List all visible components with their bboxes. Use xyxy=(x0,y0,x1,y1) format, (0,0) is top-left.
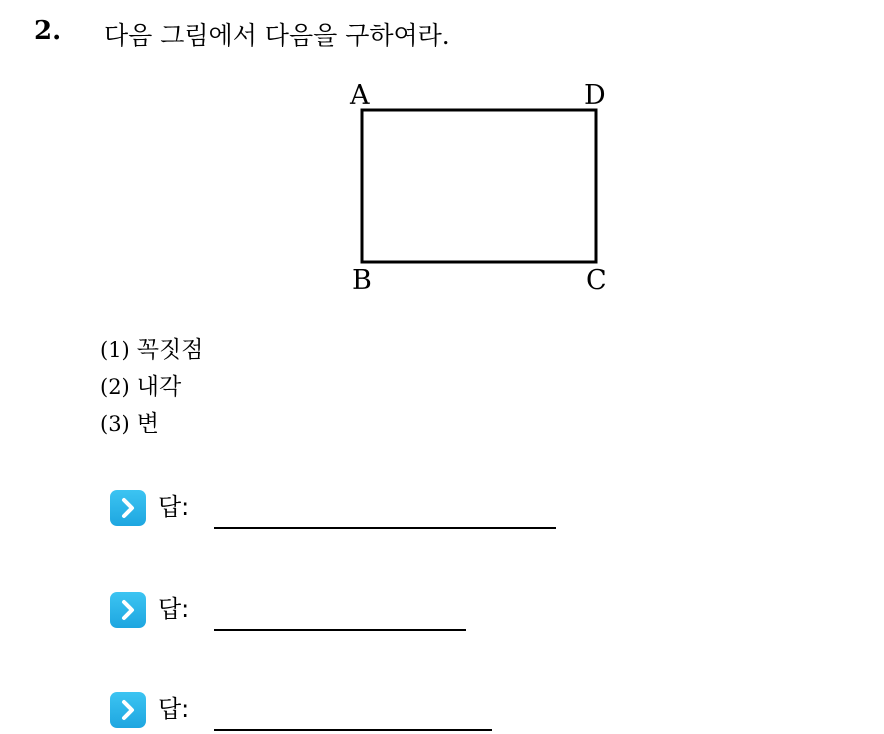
sub-question-number: (3) xyxy=(100,412,130,436)
vertex-label-a: A xyxy=(350,80,370,111)
question-number: 2. xyxy=(34,16,62,46)
vertex-label-c: C xyxy=(586,265,607,296)
sub-question-label: 꼭짓점 xyxy=(136,337,204,363)
answer-line-3[interactable] xyxy=(214,729,492,731)
vertex-label-d: D xyxy=(584,80,606,111)
vertex-label-b: B xyxy=(352,265,372,296)
rectangle-abcd xyxy=(362,110,596,262)
sub-question-number: (2) xyxy=(100,375,130,399)
chevron-right-icon xyxy=(110,692,146,728)
answer-label: 답: xyxy=(158,595,190,623)
question-text: 다음 그림에서 다음을 구하여라. xyxy=(104,21,450,50)
sub-question-3 xyxy=(100,406,203,443)
answer-row-3 xyxy=(110,692,189,732)
chevron-right-icon xyxy=(110,592,146,628)
answer-line-2[interactable] xyxy=(214,629,466,631)
answer-row-1 xyxy=(110,490,189,530)
sub-question-1 xyxy=(100,332,203,369)
sub-question-label: 내각 xyxy=(136,374,182,400)
rectangle-diagram xyxy=(340,76,630,301)
sub-question-list xyxy=(100,332,203,443)
answer-label: 답: xyxy=(158,695,190,723)
answer-row-2 xyxy=(110,592,189,632)
chevron-right-icon xyxy=(110,490,146,526)
sub-question-2 xyxy=(100,369,203,406)
answer-label: 답: xyxy=(158,493,190,521)
sub-question-number: (1) xyxy=(100,338,130,362)
answer-line-1[interactable] xyxy=(214,527,556,529)
sub-question-label: 변 xyxy=(136,411,159,437)
rectangle-figure xyxy=(340,76,630,301)
